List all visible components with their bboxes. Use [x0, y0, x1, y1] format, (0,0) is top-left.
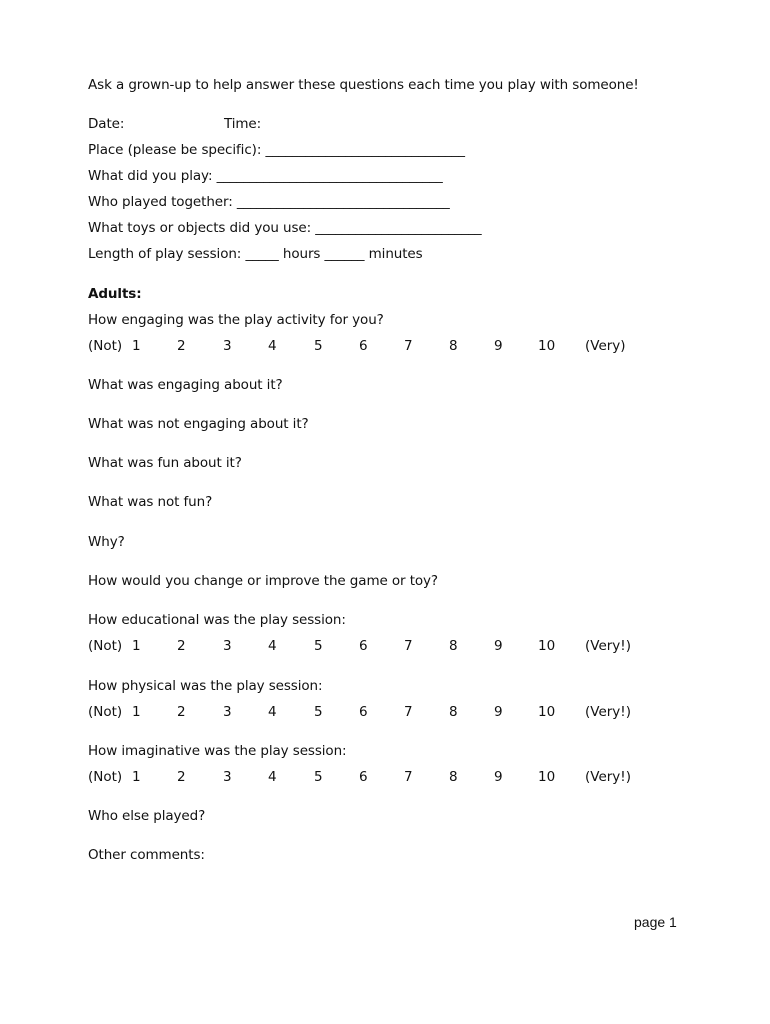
scale-option-3: 3	[223, 638, 232, 654]
scale-option-4: 4	[268, 638, 277, 654]
place-field: Place (please be specific): ______________________________	[88, 142, 465, 158]
rating-scale-imaginative	[88, 768, 648, 786]
intro-text: Ask a grown-up to help answer these questions each time you play with someone!	[88, 77, 639, 93]
scale-option-8: 8	[449, 769, 458, 785]
adults-heading: Adults:	[88, 286, 142, 302]
scale-option-8: 8	[449, 704, 458, 720]
scale-low-label: (Not)	[88, 338, 123, 354]
who-played-field: Who played together: ________________________________	[88, 194, 450, 210]
scale-option-10: 10	[538, 338, 556, 354]
question-why: Why?	[88, 534, 125, 550]
date-label: Date:	[88, 116, 125, 132]
scale-low-label: (Not)	[88, 704, 123, 720]
scale-option-3: 3	[223, 704, 232, 720]
question-who-else: Who else played?	[88, 808, 206, 824]
scale-option-8: 8	[449, 338, 458, 354]
scale-option-1: 1	[132, 338, 141, 354]
scale-option-10: 10	[538, 769, 556, 785]
scale-option-4: 4	[268, 769, 277, 785]
scale-option-9: 9	[494, 338, 503, 354]
question-fun: What was fun about it?	[88, 455, 242, 471]
rating-scale-educational	[88, 637, 648, 655]
question-educational: How educational was the play session:	[88, 612, 346, 628]
scale-high-label: (Very!)	[585, 769, 631, 785]
scale-option-7: 7	[404, 704, 413, 720]
scale-option-5: 5	[314, 638, 323, 654]
scale-option-3: 3	[223, 338, 232, 354]
question-imaginative: How imaginative was the play session:	[88, 743, 347, 759]
scale-option-10: 10	[538, 704, 556, 720]
question-what-engaging: What was engaging about it?	[88, 377, 283, 393]
toys-field: What toys or objects did you use: _________________________	[88, 220, 482, 236]
rating-scale-engaging	[88, 337, 648, 355]
scale-option-6: 6	[359, 338, 368, 354]
scale-low-label: (Not)	[88, 769, 123, 785]
scale-option-3: 3	[223, 769, 232, 785]
scale-option-7: 7	[404, 338, 413, 354]
scale-high-label: (Very!)	[585, 704, 631, 720]
scale-option-10: 10	[538, 638, 556, 654]
page-number: page 1	[634, 914, 677, 930]
time-label: Time:	[224, 116, 262, 132]
scale-option-5: 5	[314, 338, 323, 354]
scale-option-7: 7	[404, 638, 413, 654]
scale-option-9: 9	[494, 704, 503, 720]
question-engaging: How engaging was the play activity for you?	[88, 312, 384, 328]
question-change: How would you change or improve the game or toy?	[88, 573, 438, 589]
scale-option-9: 9	[494, 638, 503, 654]
question-comments: Other comments:	[88, 847, 205, 863]
what-play-field: What did you play: __________________________________	[88, 168, 443, 184]
question-physical: How physical was the play session:	[88, 678, 323, 694]
scale-option-4: 4	[268, 338, 277, 354]
scale-option-6: 6	[359, 638, 368, 654]
scale-option-5: 5	[314, 704, 323, 720]
scale-option-4: 4	[268, 704, 277, 720]
length-field: Length of play session: _____ hours ______ minutes	[88, 246, 423, 262]
question-not-fun: What was not fun?	[88, 494, 213, 510]
scale-high-label: (Very!)	[585, 638, 631, 654]
scale-option-6: 6	[359, 704, 368, 720]
scale-option-2: 2	[177, 769, 186, 785]
scale-option-2: 2	[177, 338, 186, 354]
rating-scale-physical	[88, 703, 648, 721]
scale-low-label: (Not)	[88, 638, 123, 654]
scale-option-8: 8	[449, 638, 458, 654]
scale-option-7: 7	[404, 769, 413, 785]
scale-option-9: 9	[494, 769, 503, 785]
scale-high-label: (Very)	[585, 338, 626, 354]
scale-option-1: 1	[132, 769, 141, 785]
scale-option-2: 2	[177, 638, 186, 654]
scale-option-1: 1	[132, 638, 141, 654]
scale-option-6: 6	[359, 769, 368, 785]
scale-option-1: 1	[132, 704, 141, 720]
question-not-engaging: What was not engaging about it?	[88, 416, 309, 432]
scale-option-5: 5	[314, 769, 323, 785]
scale-option-2: 2	[177, 704, 186, 720]
